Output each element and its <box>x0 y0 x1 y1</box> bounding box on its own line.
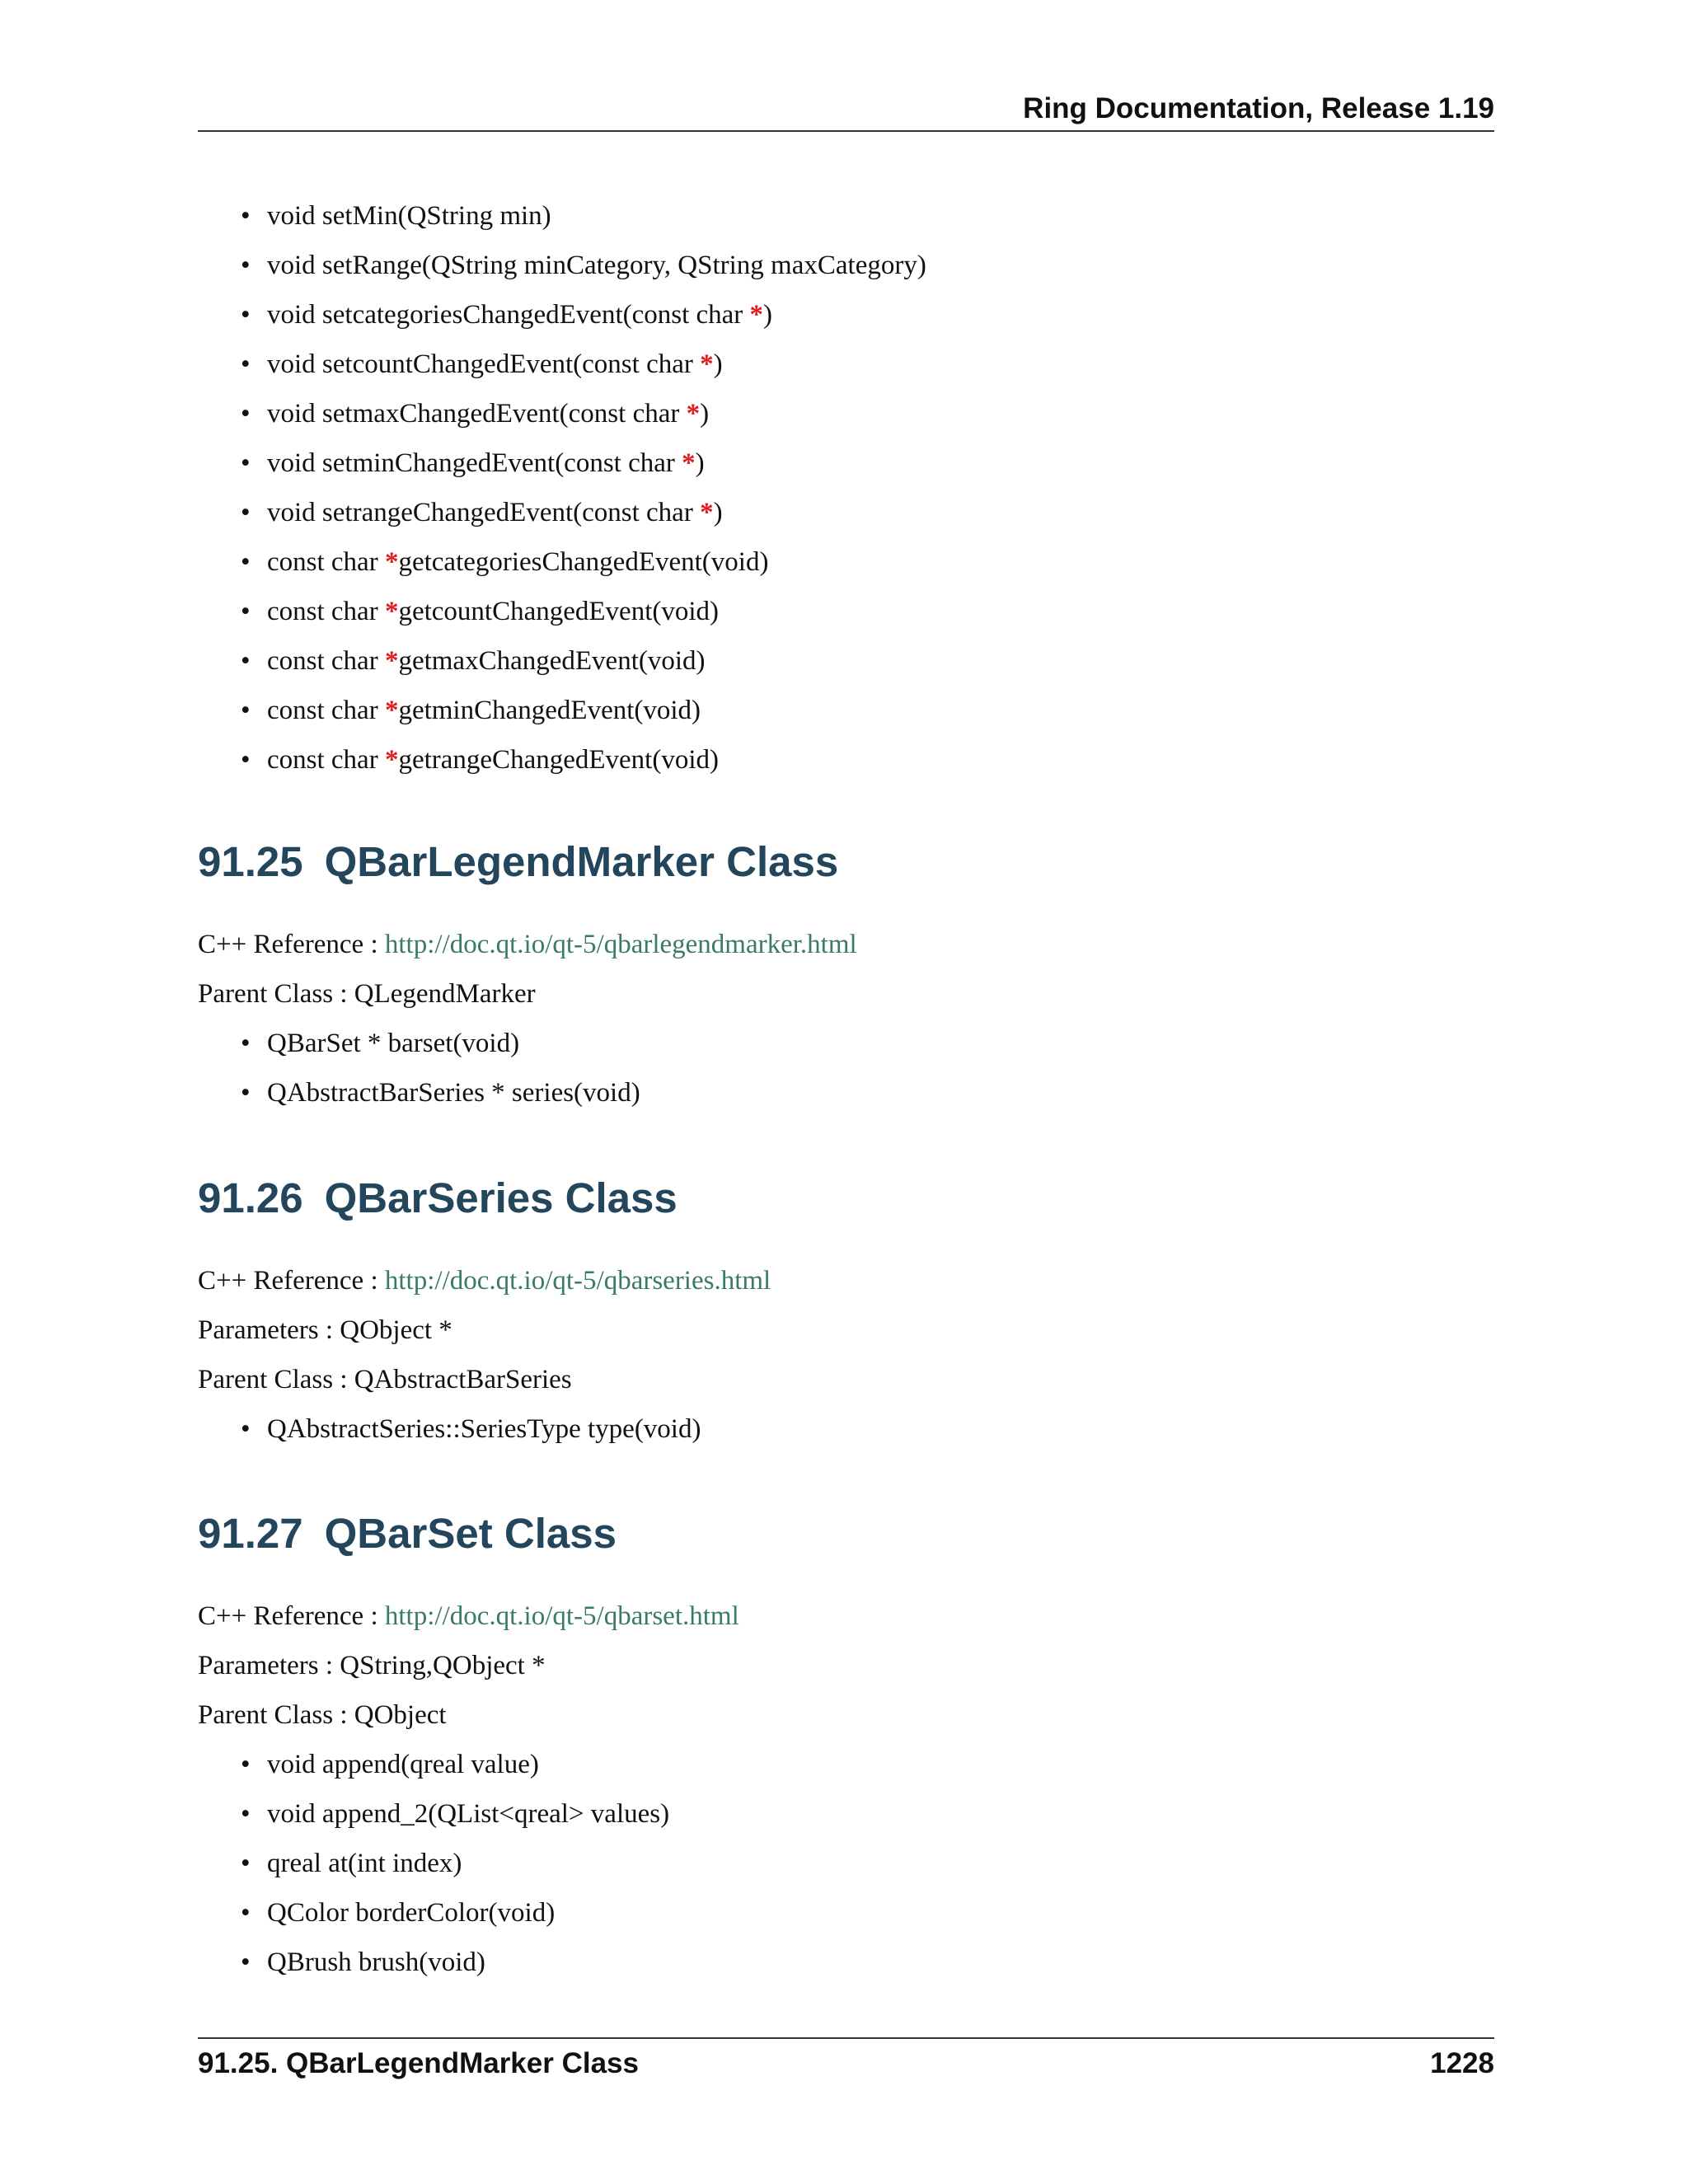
list-item: • const char *getmaxChangedEvent(void) <box>241 646 706 676</box>
method-list-continued <box>198 199 926 793</box>
bullet-icon: • <box>241 1849 251 1878</box>
bullet-icon: • <box>241 1750 251 1779</box>
footer-section-title: 91.25. QBarLegendMarker Class <box>198 2047 639 2079</box>
list-item: • const char *getcategoriesChangedEvent(void) <box>241 547 769 577</box>
parent-class: Parent Class : QLegendMarker <box>198 979 536 1009</box>
section-heading-qbarseries: 91.26 QBarSeries Class <box>198 1174 678 1221</box>
list-item: • QColor borderColor(void) <box>241 1898 556 1928</box>
parameters: Parameters : QString,QObject * <box>198 1651 546 1680</box>
bullet-icon: • <box>241 1947 251 1977</box>
list-item: • void setcountChangedEvent(const char *) <box>241 349 723 379</box>
section-heading-qbarlegendmarker: 91.25 QBarLegendMarker Class <box>198 838 839 885</box>
list-item: • void setmaxChangedEvent(const char *) <box>241 399 710 429</box>
bullet-icon: • <box>241 201 251 231</box>
bullet-icon: • <box>241 1414 251 1444</box>
bullet-icon: • <box>241 1078 251 1108</box>
page-header <box>198 92 1494 132</box>
method-list-qbarseries <box>198 1413 701 1462</box>
list-item: • void setminChangedEvent(const char *) <box>241 448 705 478</box>
list-item: • void setMin(QString min) <box>241 201 551 231</box>
method-list-qbarlegendmarker <box>198 1027 640 1126</box>
list-item: • QBrush brush(void) <box>241 1947 485 1977</box>
list-item: • const char *getrangeChangedEvent(void) <box>241 745 719 775</box>
bullet-icon: • <box>241 448 251 478</box>
bullet-icon: • <box>241 251 251 280</box>
cpp-reference: C++ Reference : http://doc.qt.io/qt-5/qbarlegendmarker.html <box>198 930 857 959</box>
parent-class: Parent Class : QObject <box>198 1700 447 1730</box>
bullet-icon: • <box>241 300 251 330</box>
reference-link[interactable]: http://doc.qt.io/qt-5/qbarset.html <box>384 1601 739 1631</box>
list-item: • QAbstractSeries::SeriesType type(void) <box>241 1414 701 1444</box>
list-item: • void setrangeChangedEvent(const char *) <box>241 498 723 527</box>
bullet-icon: • <box>241 646 251 676</box>
parent-class: Parent Class : QAbstractBarSeries <box>198 1365 572 1394</box>
bullet-icon: • <box>241 1029 251 1058</box>
list-item: • const char *getcountChangedEvent(void) <box>241 597 720 626</box>
page-footer <box>198 2037 1494 2088</box>
page-number: 1228 <box>1430 2047 1494 2079</box>
list-item: • void setcategoriesChangedEvent(const char *) <box>241 300 773 330</box>
bullet-icon: • <box>241 1799 251 1829</box>
bullet-icon: • <box>241 745 251 775</box>
list-item: • void append_2(QList<qreal> values) <box>241 1799 670 1829</box>
list-item: • const char *getminChangedEvent(void) <box>241 696 701 725</box>
list-item: • QAbstractBarSeries * series(void) <box>241 1078 640 1108</box>
cpp-reference: C++ Reference : http://doc.qt.io/qt-5/qbarset.html <box>198 1601 739 1631</box>
parameters: Parameters : QObject * <box>198 1315 452 1345</box>
method-list-qbarset <box>198 1748 669 1995</box>
section-heading-qbarset: 91.27 QBarSet Class <box>198 1510 617 1557</box>
bullet-icon: • <box>241 1898 251 1928</box>
list-item: • void append(qreal value) <box>241 1750 539 1779</box>
bullet-icon: • <box>241 547 251 577</box>
bullet-icon: • <box>241 349 251 379</box>
cpp-reference: C++ Reference : http://doc.qt.io/qt-5/qbarseries.html <box>198 1266 771 1296</box>
bullet-icon: • <box>241 399 251 429</box>
list-item: • QBarSet * barset(void) <box>241 1029 520 1058</box>
reference-link[interactable]: http://doc.qt.io/qt-5/qbarlegendmarker.html <box>384 930 857 959</box>
document-title: Ring Documentation, Release 1.19 <box>1023 92 1494 124</box>
bullet-icon: • <box>241 597 251 626</box>
list-item: • qreal at(int index) <box>241 1849 462 1878</box>
bullet-icon: • <box>241 498 251 527</box>
list-item: • void setRange(QString minCategory, QString maxCategory) <box>241 251 926 280</box>
bullet-icon: • <box>241 696 251 725</box>
reference-link[interactable]: http://doc.qt.io/qt-5/qbarseries.html <box>384 1266 771 1296</box>
